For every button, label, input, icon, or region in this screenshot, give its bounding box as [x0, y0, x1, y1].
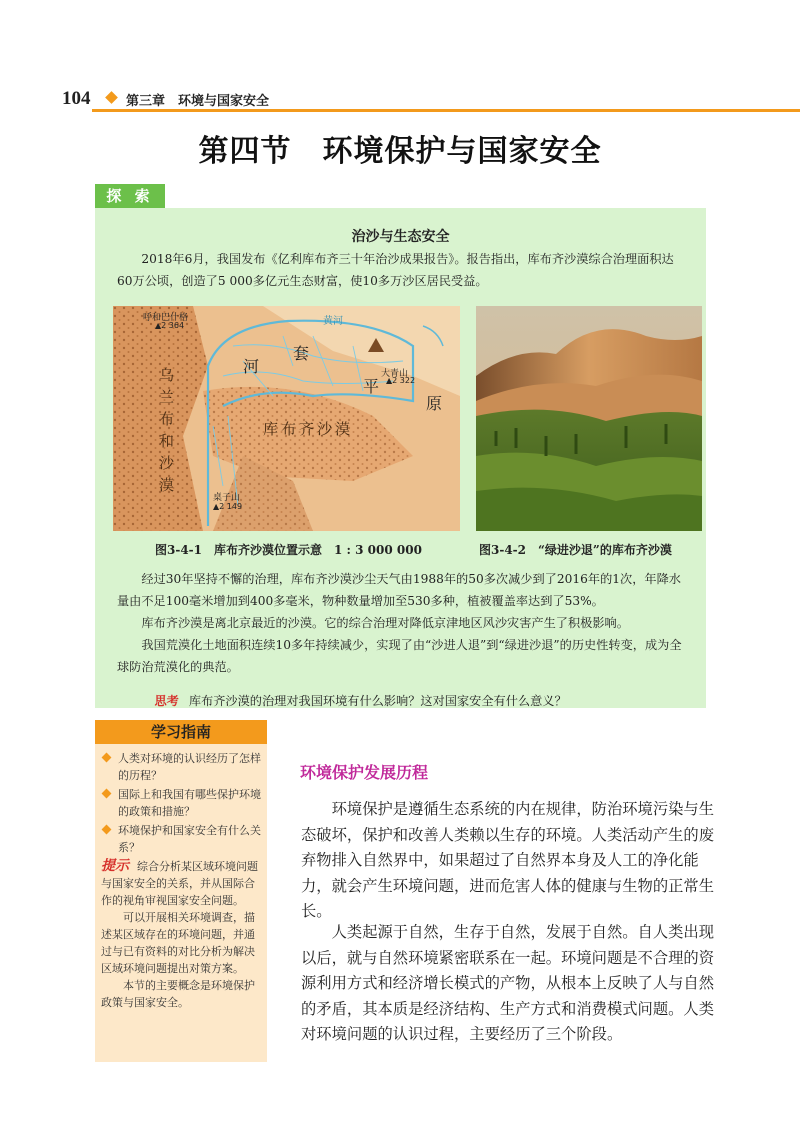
map-label-daqing: 大青山: [381, 369, 409, 379]
tip-text-1: 综合分析某区域环境问题与国家安全的关系，并从国际合作的视角审视国家安全问题。: [101, 860, 258, 907]
guide-body: [101, 750, 263, 1011]
map-label-zhuozi: 桌子山: [213, 493, 241, 503]
header-rule: [92, 109, 800, 112]
photo-graphic: [476, 306, 702, 531]
green-desert-photo: [476, 306, 702, 531]
diamond-icon: [102, 825, 112, 835]
guide-title: 学习指南: [95, 720, 267, 744]
explore-intro: 2018年6月，我国发布《亿利库布齐三十年治沙成果报告》。报告指出，库布齐沙漠综合治理面积达60万公顷，创造了5 000多亿元生态财富，使10多万沙区居民受益。: [117, 252, 674, 288]
map-label-kubuqi: 库布齐沙漠: [263, 420, 354, 438]
guide-question: 人类对环境的认识经历了怎样的历程？: [101, 750, 263, 784]
think-text: 库布齐沙漠的治理对我国环境有什么影响？这对国家安全有什么意义？: [188, 694, 567, 708]
think-question: [139, 678, 567, 723]
explore-box: [95, 208, 706, 708]
map-label-tao: 套: [293, 344, 310, 363]
think-label: 思考: [154, 694, 179, 708]
tip-text-2: 可以开展相关环境调查，描述某区域存在的环境问题，并通过与已有资料的对比分析为解决区域环境问题提出对策方案。: [101, 911, 255, 975]
main-para2: 人类起源于自然，生存于自然，发展于自然。自人类出现以后，就与自然环境紧密联系在一起。环境问题是不合理的资源利用方式和经济增长模式的产物，从根本上反映了人与自然的矛盾，其本质是经济结构、生产方式和消费模式问题。人类对环境问题的认识过程，主要经历了三个阶段。: [301, 923, 715, 1043]
page-header: [0, 86, 800, 112]
guide-question: 国际上和我国有哪些保护环境的政策和措施？: [101, 786, 263, 820]
fig1-caption: 图3-4-1 库布齐沙漠位置示意 1 : 3 000 000: [155, 543, 422, 557]
map-label-huhe: 呼和巴什格: [143, 313, 189, 323]
map-label-ping: 平: [363, 377, 380, 396]
guide-tip: [101, 858, 263, 909]
page-number: 104: [62, 88, 91, 109]
section-heading: 环境保护发展历程: [300, 763, 429, 782]
explore-tag: 探 索: [95, 184, 165, 208]
map-label-daqing-elev: ▲2 322: [386, 376, 416, 385]
kubuqi-location-map: [113, 306, 460, 531]
map-label-huang: 黄河: [323, 316, 343, 327]
learning-guide: [95, 720, 267, 1062]
guide-question: 环境保护和国家安全有什么关系？: [101, 822, 263, 856]
section-title: 第四节 环境保护与国家安全: [198, 134, 602, 169]
chapter-title: 第三章 环境与国家安全: [126, 94, 270, 109]
fig2-caption: 图3-4-2 “绿进沙退”的库布齐沙漠: [479, 543, 672, 557]
diamond-icon: [102, 789, 112, 799]
diamond-icon: [105, 91, 118, 104]
tip-label: 提示: [101, 858, 129, 874]
map-label-wulan: 乌兰布和沙漠: [159, 366, 175, 494]
map-label-huhe-elev: ▲2 364: [155, 321, 185, 330]
map-label-zhuozi-elev: ▲2 149: [213, 502, 243, 511]
diamond-icon: [102, 753, 112, 763]
explore-para3: 我国荒漠化土地面积连续10多年持续减少，实现了由“沙进人退”到“绿进沙退”的历史性转变，成为全球防治荒漠化的典范。: [117, 638, 682, 674]
main-para1: 环境保护是遵循生态系统的内在规律，防治环境污染与生态破坏，保护和改善人类赖以生存的环境。人类活动产生的废弃物排入自然界中，如果超过了自然界本身及人工的净化能力，就会产生环境问题，进而危害人体的健康与生物的正常生长。: [301, 800, 715, 920]
tip-text-3: 本节的主要概念是环境保护政策与国家安全。: [101, 979, 255, 1009]
map-label-yuan: 原: [426, 394, 443, 413]
explore-para2: 库布齐沙漠是离北京最近的沙漠。它的综合治理对降低京津地区风沙灾害产生了积极影响。: [141, 616, 629, 630]
explore-para1: 经过30年坚持不懈的治理，库布齐沙漠沙尘天气由1988年的50多次减少到了2016年的1次，年降水量由不足100毫米增加到400多毫米，物种数量增加至530多种，植被覆盖率达到了53%。: [117, 572, 681, 608]
map-label-he: 河: [243, 357, 260, 376]
explore-title: 治沙与生态安全: [351, 229, 450, 245]
